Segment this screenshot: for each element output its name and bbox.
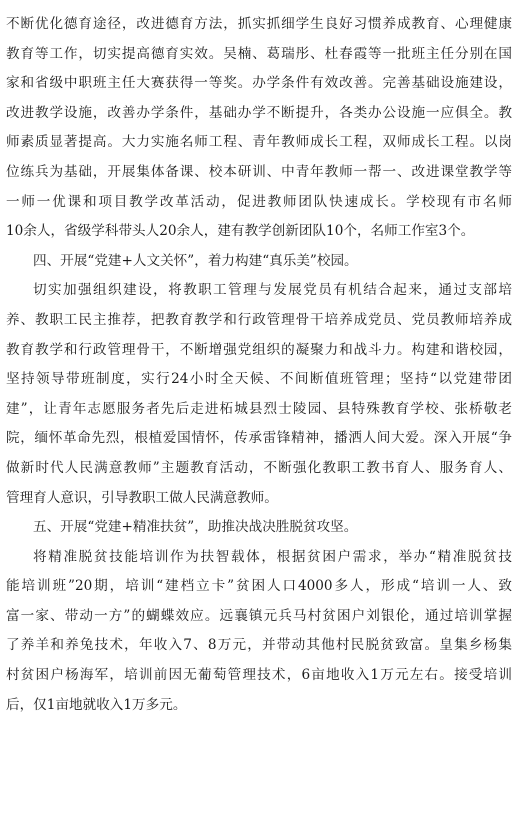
section-heading: 四、开展“党建+人文关怀”，着力构建“真乐美”校园。 <box>33 252 358 269</box>
text-line: 后，仅1亩地就收入1万多元。 <box>6 696 187 713</box>
text-line: 坚持领导带班制度，实行24小时全天候、不间断值班管理；坚持“以党建带团 <box>6 371 512 388</box>
text-line: 建”，让青年志愿服务者先后走进柘城县烈士陵园、县特殊教育学校、张桥敬老 <box>6 400 512 417</box>
text-line: 了养羊和养兔技术，年收入7、8万元，并带动其他村民脱贫致富。皇集乡杨集 <box>6 637 512 654</box>
text-line: 教育教学和行政管理骨干，不断增强党组织的凝聚力和战斗力。构建和谐校园， <box>6 341 512 358</box>
text-line: 管理育人意识，引导教职工做人民满意教师。 <box>6 489 278 506</box>
text-line: 切实加强组织建设，将教职工管理与发展党员有机结合起来，通过支部培 <box>33 282 512 299</box>
text-line: 10余人，省级学科带头人20余人，建有教学创新团队10个，名师工作室3个。 <box>6 223 475 240</box>
section-heading: 五、开展“党建+精准扶贫”，助推决战决胜脱贫攻坚。 <box>33 519 358 536</box>
text-line: 教育等工作，切实提高德育实效。吴楠、葛瑞彤、杜春霞等一批班主任分别在国 <box>6 45 512 62</box>
text-line: 院，缅怀革命先烈，根植爱国情怀，传承雷锋精神，播洒人间大爱。深入开展“争 <box>6 430 512 447</box>
text-line: 能培训班”20期，培训“建档立卡”贫困人口4000多人，形成“培训一人、致 <box>6 578 512 595</box>
text-line: 一师一优课和项目教学改革活动，促进教师团队快速成长。学校现有市名师 <box>6 193 512 210</box>
text-line: 家和省级中职班主任大赛获得一等奖。办学条件有效改善。完善基础设施建设， <box>6 75 512 92</box>
text-line: 将精准脱贫技能培训作为扶智载体，根据贫困户需求，举办“精准脱贫技 <box>33 548 512 565</box>
text-line: 改进教学设施，改善办学条件，基础办学不断提升，各类办公设施一应俱全。教 <box>6 104 512 121</box>
text-line: 养、教职工民主推荐，把教育教学和行政管理骨干培养成党员、党员教师培养成 <box>6 311 512 328</box>
text-line: 做新时代人民满意教师”主题教育活动，不断强化教职工教书育人、服务育人、 <box>6 459 512 476</box>
text-line: 位练兵为基础，开展集体备课、校本研训、中青年教师一帮一、改进课堂教学等 <box>6 163 512 180</box>
text-line: 富一家、带动一方”的蝴蝶效应。远襄镇元兵马村贫困户刘银伦，通过培训掌握 <box>6 607 512 624</box>
text-line: 师素质显著提高。大力实施名师工程、青年教师成长工程，双师成长工程。以岗 <box>6 134 512 151</box>
text-line: 村贫困户杨海军，培训前因无葡萄管理技术，6亩地收入1万元左右。接受培训 <box>6 667 512 684</box>
text-line: 不断优化德育途径，改进德育方法，抓实抓细学生良好习惯养成教育、心理健康 <box>6 16 512 32</box>
